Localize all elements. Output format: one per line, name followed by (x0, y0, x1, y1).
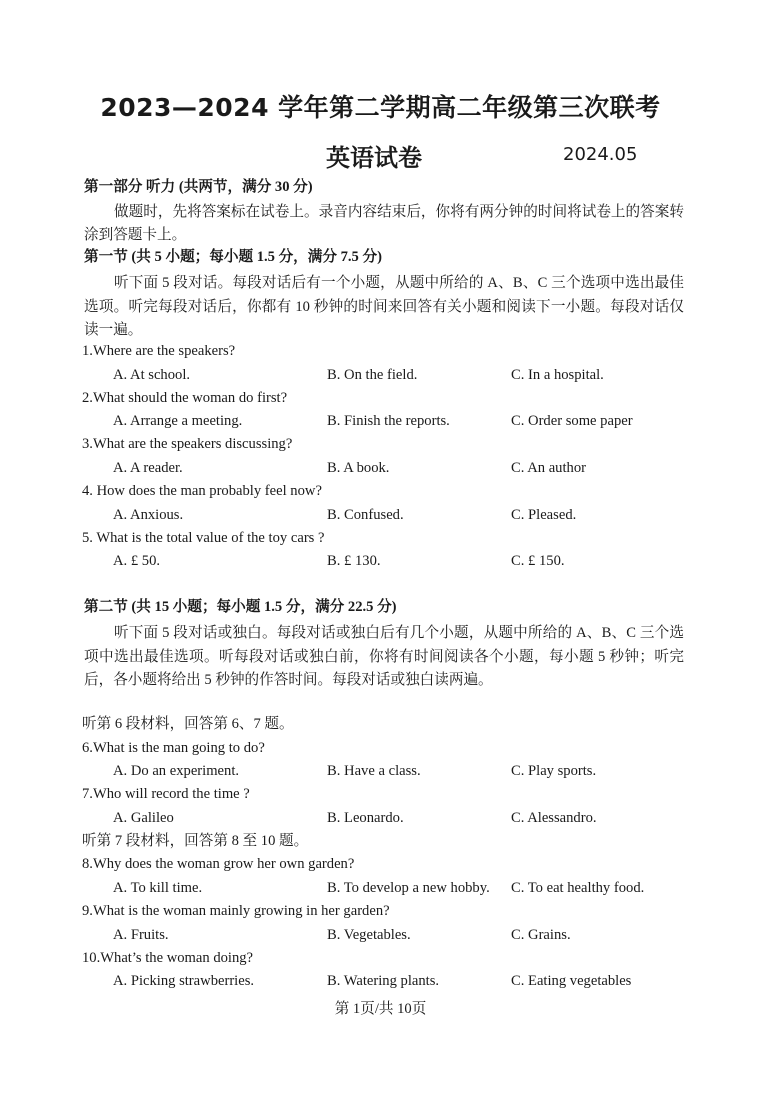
option-8c: C. To eat healthy food. (511, 880, 645, 896)
option-3c: C. An author (511, 460, 586, 476)
option-9a: A. Fruits. (113, 927, 169, 943)
exam-date: 2024.05 (563, 144, 638, 165)
section1-instructions: 听下面 5 段对话。每段对话后有一个小题，从题中所给的 A、B、C 三个选项中选出最佳选项。听完每段对话后，你都有 10 秒钟的时间来回答有关小题和阅读下一小题。每段对话仅读一遍。 (84, 275, 684, 338)
exam-title: 2023—2024 学年第二学期高二年级第三次联考 (100, 93, 661, 122)
option-5c: C. £ 150. (511, 553, 565, 569)
option-6b: B. Have a class. (327, 763, 421, 779)
question-8: 8.Why does the woman grow her own garden? (82, 856, 355, 872)
exam-subtitle: 英语试卷 (326, 144, 422, 172)
option-1c: C. In a hospital. (511, 367, 604, 383)
option-3b: B. A book. (327, 460, 390, 476)
part1-heading: 第一部分 听力 (共两节，满分 30 分) (84, 179, 313, 195)
option-2c: C. Order some paper (511, 413, 633, 429)
question-3: 3.What are the speakers discussing? (82, 436, 293, 452)
question-4: 4. How does the man probably feel now? (82, 483, 322, 499)
section1-heading: 第一节 (共 5 小题；每小题 1.5 分，满分 7.5 分) (84, 249, 382, 265)
option-9c: C. Grains. (511, 927, 571, 943)
question-7: 7.Who will record the time ? (82, 786, 250, 802)
material-6-note: 听第 6 段材料，回答第 6、7 题。 (82, 716, 294, 732)
question-5: 5. What is the total value of the toy cars ? (82, 530, 325, 546)
option-4c: C. Pleased. (511, 507, 577, 523)
option-1a: A. At school. (113, 367, 191, 383)
question-9: 9.What is the woman mainly growing in her garden? (82, 903, 390, 919)
option-8a: A. To kill time. (113, 880, 203, 896)
question-1: 1.Where are the speakers? (82, 343, 236, 359)
option-6a: A. Do an experiment. (113, 763, 240, 779)
option-10c: C. Eating vegetables (511, 973, 632, 989)
option-4a: A. Anxious. (113, 507, 184, 523)
option-5b: B. £ 130. (327, 553, 381, 569)
material-7-note: 听第 7 段材料，回答第 8 至 10 题。 (82, 833, 309, 849)
section2-heading: 第二节 (共 15 小题；每小题 1.5 分，满分 22.5 分) (84, 599, 397, 615)
option-6c: C. Play sports. (511, 763, 597, 779)
option-7a: A. Galileo (113, 810, 174, 826)
section2-instructions: 听下面 5 段对话或独白。每段对话或独白后有几个小题，从题中所给的 A、B、C 三个选项中选出最佳选项。听每段对话或独白前，你将有时间阅读各个小题，每小题 5 秒钟；听完后，各小题将给出 5 秒钟的作答时间。每段对话或独白读两遍。 (84, 625, 684, 688)
option-5a: A. £ 50. (113, 553, 161, 569)
option-4b: B. Confused. (327, 507, 404, 523)
option-7b: B. Leonardo. (327, 810, 404, 826)
option-7c: C. Alessandro. (511, 810, 597, 826)
part1-instructions: 做题时，先将答案标在试卷上。录音内容结束后，你将有两分钟的时间将试卷上的答案转涂到答题卡上。 (84, 204, 684, 243)
question-6: 6.What is the man going to do? (82, 740, 265, 756)
question-2: 2.What should the woman do first? (82, 390, 288, 406)
option-10a: A. Picking strawberries. (113, 973, 255, 989)
option-9b: B. Vegetables. (327, 927, 411, 943)
option-8b: B. To develop a new hobby. (327, 880, 490, 896)
option-1b: B. On the field. (327, 367, 418, 383)
page-number: 第 1页/共 10页 (334, 1001, 427, 1017)
option-3a: A. A reader. (113, 460, 183, 476)
option-2b: B. Finish the reports. (327, 413, 450, 429)
question-10: 10.What’s the woman doing? (82, 950, 254, 966)
option-2a: A. Arrange a meeting. (113, 413, 243, 429)
option-10b: B. Watering plants. (327, 973, 440, 989)
